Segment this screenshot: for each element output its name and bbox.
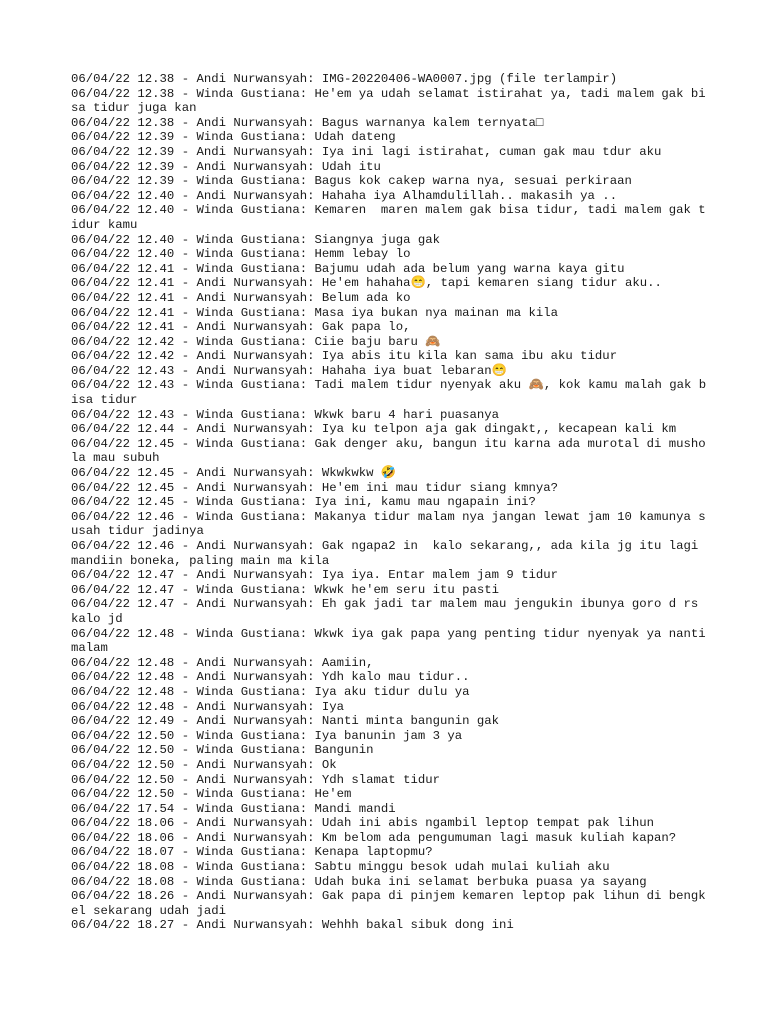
chat-message-line: 06/04/22 12.39 - Winda Gustiana: Bagus kok cakep warna nya, sesuai perkiraan (71, 174, 632, 189)
chat-message-line: 06/04/22 12.45 - Winda Gustiana: Iya ini, kamu mau ngapain ini? (71, 495, 536, 510)
chat-message-line: 06/04/22 12.39 - Andi Nurwansyah: Udah itu (71, 159, 381, 174)
chat-message-line: 06/04/22 12.48 - Andi Nurwansyah: Ydh kalo mau tidur.. (71, 670, 470, 685)
chat-message-line: 06/04/22 12.47 - Winda Gustiana: Wkwk he'em seru itu pasti (71, 582, 500, 597)
chat-message-line: 06/04/22 12.38 - Andi Nurwansyah: Bagus warnanya kalem ternyata□ (71, 115, 544, 130)
chat-message-line: 06/04/22 12.39 - Winda Gustiana: Udah dateng (71, 130, 396, 145)
chat-message-line: 06/04/22 12.50 - Winda Gustiana: Bangunin (71, 743, 374, 758)
chat-message-line: 06/04/22 18.08 - Winda Gustiana: Sabtu minggu besok udah mulai kuliah aku (71, 860, 610, 875)
chat-message-line: 06/04/22 12.46 - Andi Nurwansyah: Gak ngapa2 in kalo sekarang,, ada kila jg itu lagi mandiin boneka, paling main ma kila (71, 539, 706, 568)
chat-message-line: 06/04/22 12.42 - Winda Gustiana: Ciie baju baru 🙈 (71, 334, 441, 349)
chat-message-line: 06/04/22 12.43 - Andi Nurwansyah: Hahaha iya buat lebaran😁 (71, 363, 507, 378)
chat-message-line: 06/04/22 12.45 - Andi Nurwansyah: Wkwkwkw 🤣 (71, 466, 397, 481)
chat-message-line: 06/04/22 12.39 - Andi Nurwansyah: Iya ini lagi istirahat, cuman gak mau tdur aku (71, 144, 662, 159)
chat-message-line: 06/04/22 18.07 - Winda Gustiana: Kenapa laptopmu? (71, 845, 433, 860)
chat-message-line: 06/04/22 12.45 - Winda Gustiana: Gak denger aku, bangun itu karna ada murotal di mushola mau subuh (71, 436, 706, 466)
chat-message-line: 06/04/22 12.41 - Andi Nurwansyah: Gak papa lo, (71, 320, 411, 335)
chat-message-line: 06/04/22 12.44 - Andi Nurwansyah: Iya ku telpon aja gak dingakt,, kecapean kali km (71, 422, 677, 437)
chat-message-line: 06/04/22 12.43 - Winda Gustiana: Tadi malem tidur nyenyak aku 🙈, kok kamu malah gak bisa tidur (71, 378, 707, 408)
chat-message-line: 06/04/22 12.43 - Winda Gustiana: Wkwk baru 4 hari puasanya (71, 407, 500, 422)
chat-message-line: 06/04/22 18.06 - Andi Nurwansyah: Udah ini abis ngambil leptop tempat pak lihun (71, 816, 654, 831)
chat-log-document (71, 72, 714, 933)
chat-message-line: 06/04/22 12.40 - Winda Gustiana: Hemm lebay lo (71, 247, 411, 262)
chat-message-line: 06/04/22 12.50 - Andi Nurwansyah: Ok (71, 757, 337, 772)
chat-message-line: 06/04/22 12.48 - Andi Nurwansyah: Iya (71, 699, 345, 714)
chat-message-line: 06/04/22 12.50 - Andi Nurwansyah: Ydh slamat tidur (71, 772, 440, 787)
chat-message-line: 06/04/22 12.45 - Andi Nurwansyah: He'em ini mau tidur siang kmnya? (71, 480, 559, 495)
chat-message-line: 06/04/22 12.41 - Winda Gustiana: Masa iya bukan nya mainan ma kila (71, 305, 559, 320)
chat-message-line: 06/04/22 12.38 - Andi Nurwansyah: IMG-20220406-WA0007.jpg (file terlampir) (71, 72, 618, 86)
chat-message-line: 06/04/22 12.40 - Andi Nurwansyah: Hahaha iya Alhamdulillah.. makasih ya .. (71, 188, 618, 203)
chat-message-line: 06/04/22 12.50 - Winda Gustiana: Iya banunin jam 3 ya (71, 728, 463, 743)
chat-message-line: 06/04/22 12.47 - Andi Nurwansyah: Iya iya. Entar malem jam 9 tidur (71, 568, 559, 583)
chat-message-line: 06/04/22 12.48 - Andi Nurwansyah: Aamiin, (71, 655, 374, 670)
chat-message-line: 06/04/22 17.54 - Winda Gustiana: Mandi mandi (71, 801, 396, 816)
chat-message-line: 06/04/22 12.46 - Winda Gustiana: Makanya tidur malam nya jangan lewat jam 10 kamunya susah tidur jadinya (71, 509, 706, 539)
chat-message-line: 06/04/22 12.49 - Andi Nurwansyah: Nanti minta bangunin gak (71, 714, 500, 729)
chat-message-line: 06/04/22 12.50 - Winda Gustiana: He'em (71, 787, 352, 802)
chat-message-line: 06/04/22 18.08 - Winda Gustiana: Udah buka ini selamat berbuka puasa ya sayang (71, 874, 647, 889)
chat-message-line: 06/04/22 12.48 - Winda Gustiana: Wkwk iya gak papa yang penting tidur nyenyak ya nanti malam (71, 626, 714, 656)
chat-message-line: 06/04/22 12.41 - Andi Nurwansyah: Belum ada ko (71, 290, 411, 305)
chat-message-line: 06/04/22 12.38 - Winda Gustiana: He'em ya udah selamat istirahat ya, tadi malem gak bisa tidur juga kan (71, 86, 706, 116)
chat-message-line: 06/04/22 12.41 - Winda Gustiana: Bajumu udah ada belum yang warna kaya gitu (71, 261, 625, 276)
chat-message-line: 06/04/22 12.40 - Winda Gustiana: Kemaren maren malem gak bisa tidur, tadi malem gak tidur kamu (71, 203, 706, 232)
chat-message-line: 06/04/22 12.41 - Andi Nurwansyah: He'em hahaha😁, tapi kemaren siang tidur aku.. (71, 276, 662, 291)
chat-message-line: 06/04/22 18.26 - Andi Nurwansyah: Gak papa di pinjem kemaren leptop pak lihun di bengkel sekarang udah jadi (71, 889, 706, 918)
chat-message-line: 06/04/22 18.06 - Andi Nurwansyah: Km belom ada pengumuman lagi masuk kuliah kapan? (71, 830, 677, 845)
chat-message-line: 06/04/22 18.27 - Andi Nurwansyah: Wehhh bakal sibuk dong ini (71, 918, 514, 933)
chat-message-line: 06/04/22 12.47 - Andi Nurwansyah: Eh gak jadi tar malem mau jengukin ibunya goro d rs kalo jd (71, 597, 706, 626)
chat-message-line: 06/04/22 12.48 - Winda Gustiana: Iya aku tidur dulu ya (71, 684, 470, 699)
chat-message-line: 06/04/22 12.42 - Andi Nurwansyah: Iya abis itu kila kan sama ibu aku tidur (71, 349, 618, 364)
chat-message-line: 06/04/22 12.40 - Winda Gustiana: Siangnya juga gak (71, 232, 440, 247)
